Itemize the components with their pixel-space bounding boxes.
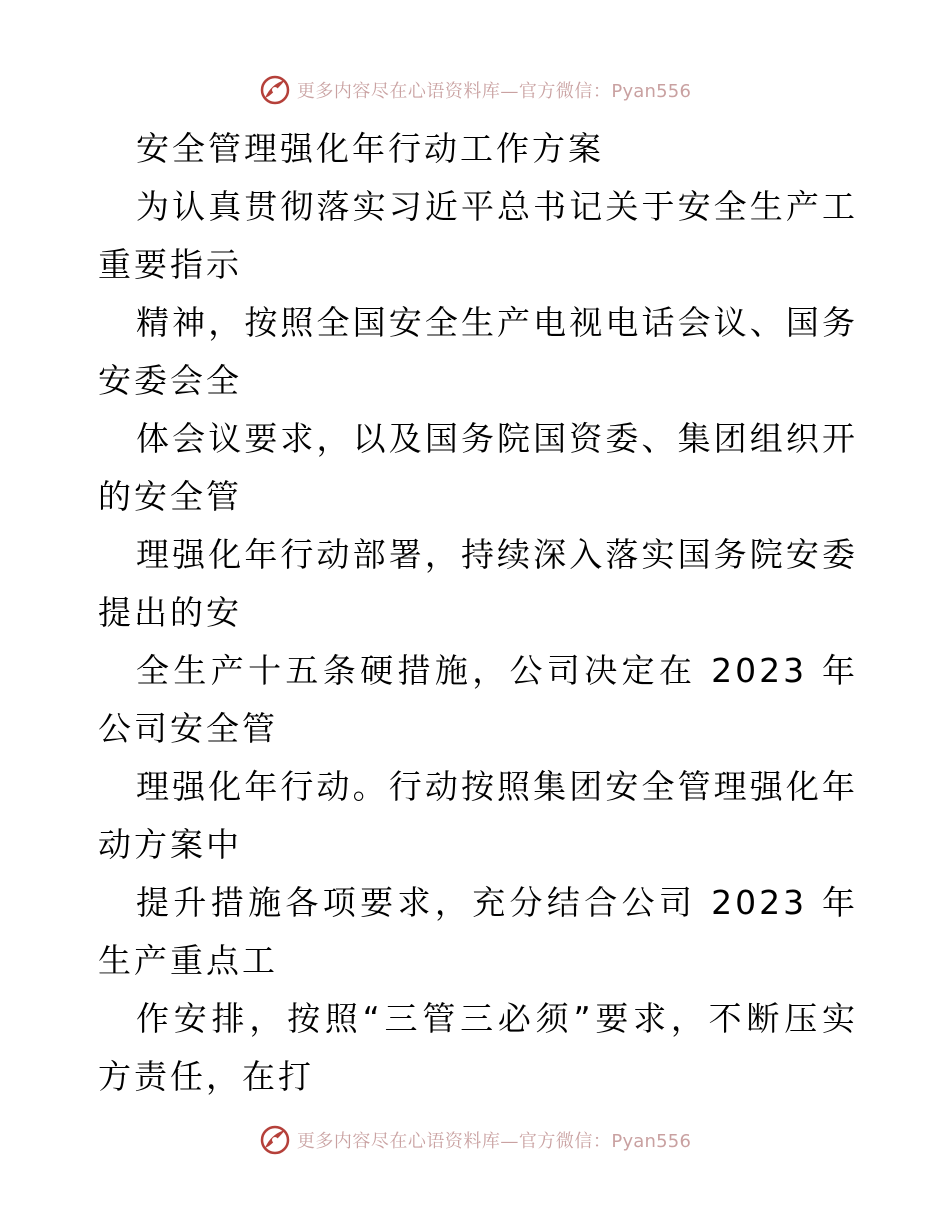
header-banner-text: 更多内容尽在心语资料库—官方微信：: [296, 81, 612, 102]
paragraph-line: 提升措施各项要求，充分结合公司 2023 年: [136, 883, 858, 922]
header-wechat-id: Pyan556: [611, 81, 692, 102]
paragraph-line: 方责任，在打: [98, 1057, 314, 1096]
pen-logo-icon: [259, 74, 291, 106]
footer-banner-text: 更多内容尽在心语资料库—官方微信：: [296, 1131, 612, 1152]
document-title: 安全管理强化年行动工作方案: [136, 129, 604, 168]
header-banner: [0, 72, 950, 108]
pen-logo-icon: [259, 1124, 291, 1156]
paragraph-line: 动方案中: [98, 825, 242, 864]
paragraph-line: 体会议要求，以及国务院国资委、集团组织开: [136, 419, 858, 458]
paragraph-line: 重要指示: [98, 245, 242, 284]
footer-wechat-id: Pyan556: [611, 1131, 692, 1152]
paragraph-line: 理强化年行动部署，持续深入落实国务院安委: [136, 535, 858, 574]
paragraph-line: 安委会全: [98, 361, 242, 400]
paragraph-line: 理强化年行动。行动按照集团安全管理强化年: [136, 767, 858, 806]
paragraph-line: 作安排，按照“三管三必须”要求，不断压实: [136, 999, 858, 1038]
paragraph-line: 的安全管: [98, 477, 242, 516]
paragraph-line: 全生产十五条硬措施，公司决定在 2023 年: [136, 651, 858, 690]
paragraph-line: 公司安全管: [98, 709, 278, 748]
paragraph-line: 精神，按照全国安全生产电视电话会议、国务: [136, 303, 858, 342]
paragraph-line: 生产重点工: [98, 941, 278, 980]
paragraph-line: 提出的安: [98, 593, 242, 632]
document-body: [98, 120, 858, 1106]
footer-banner: [0, 1122, 950, 1158]
paragraph-line: 为认真贯彻落实习近平总书记关于安全生产工: [136, 187, 858, 226]
